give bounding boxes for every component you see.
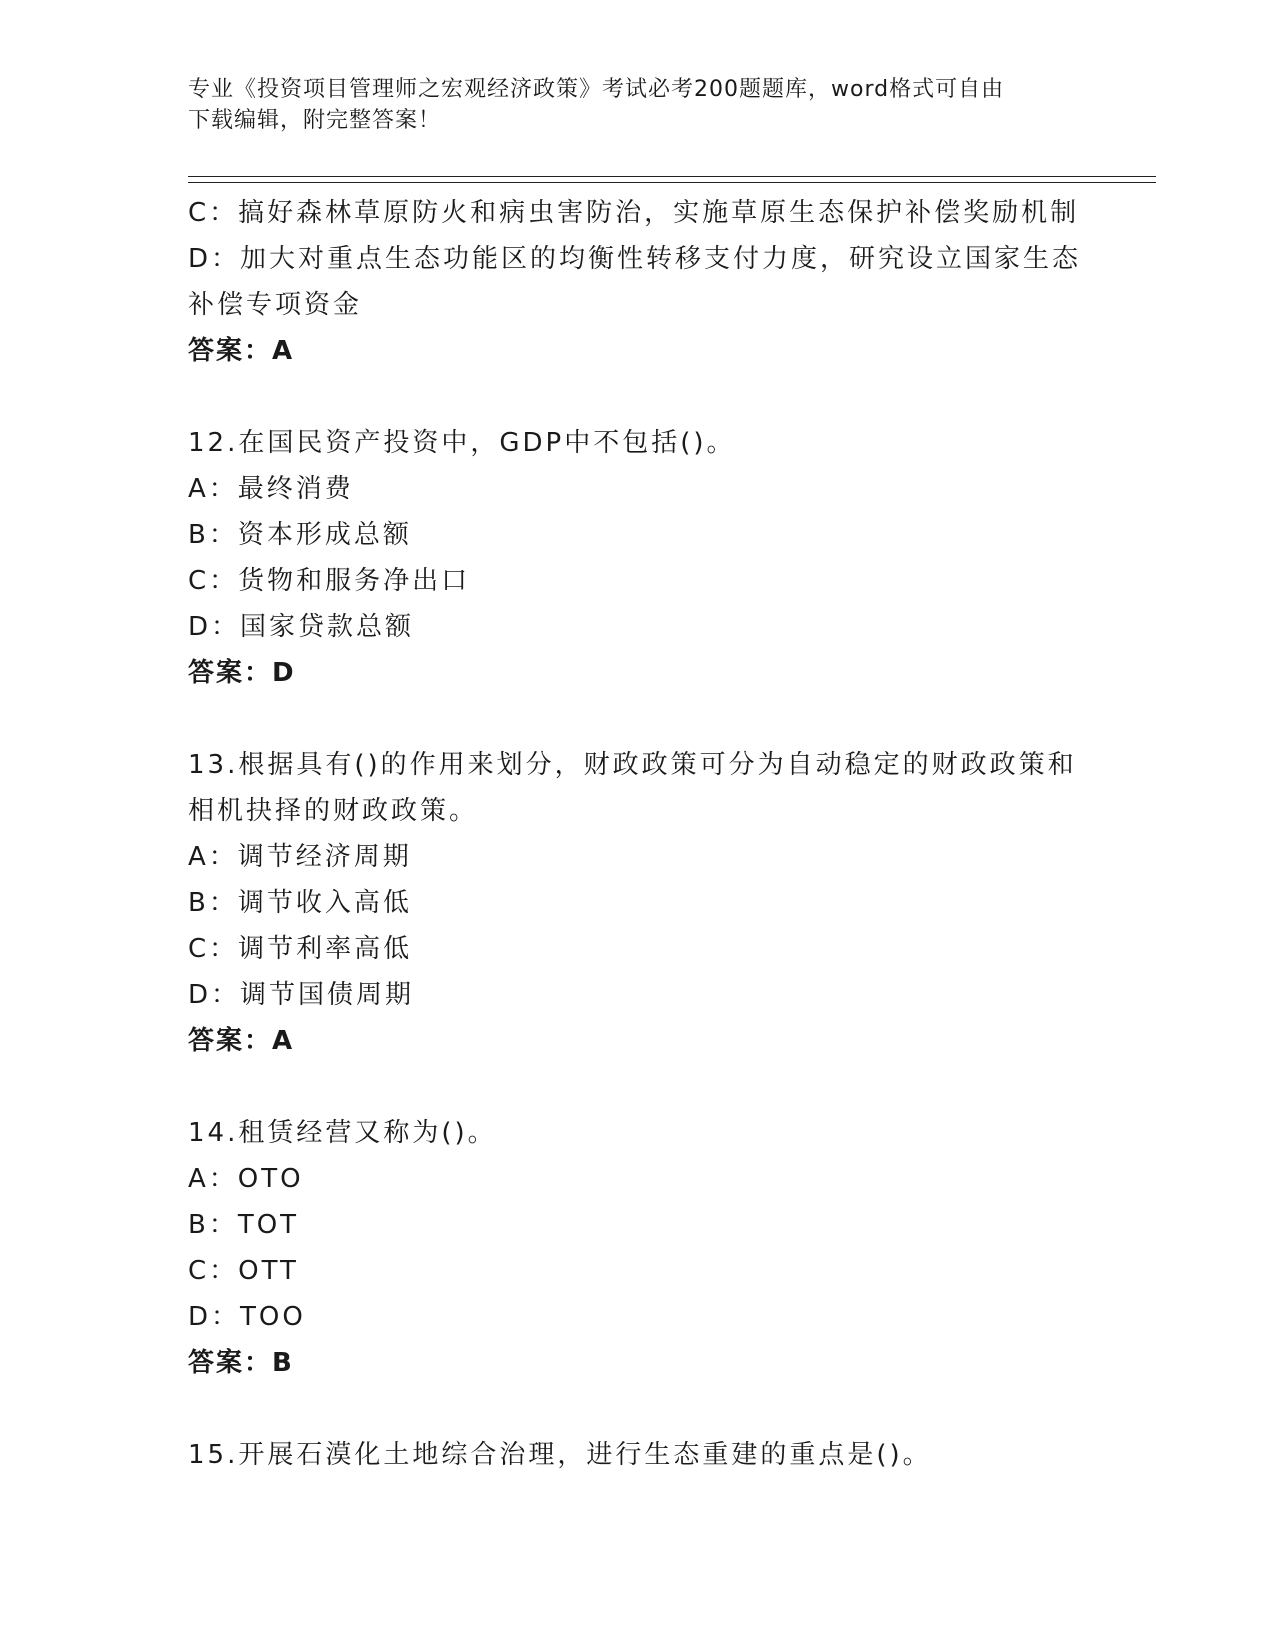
spacer xyxy=(188,696,1088,742)
answer-line: 答案：A xyxy=(188,336,295,366)
spacer xyxy=(188,1386,1088,1432)
option-c: C：调节利率高低 xyxy=(188,934,413,964)
spacer xyxy=(188,1064,1088,1110)
option-a: A：调节经济周期 xyxy=(188,842,412,872)
document-body xyxy=(188,190,1088,1478)
question-stem: 14.租赁经营又称为()。 xyxy=(188,1118,497,1148)
option-d: D：TOO xyxy=(188,1302,306,1332)
option-a: A：OTO xyxy=(188,1164,304,1194)
spacer xyxy=(188,374,1088,420)
option-c: C：搞好森林草原防火和病虫害防治，实施草原生态保护补偿奖励机制 xyxy=(188,198,1080,228)
option-b: B：TOT xyxy=(188,1210,300,1240)
question-stem: 12.在国民资产投资中，GDP中不包括()。 xyxy=(188,428,736,458)
answer-line: 答案：D xyxy=(188,658,296,688)
option-b: B：资本形成总额 xyxy=(188,520,412,550)
header-rule-top xyxy=(188,176,1156,177)
option-c: C：OTT xyxy=(188,1256,299,1286)
option-b: B：调节收入高低 xyxy=(188,888,412,918)
document-header xyxy=(188,74,1088,136)
header-rule-bottom xyxy=(188,182,1156,183)
option-d-continuation: 补偿专项资金 xyxy=(188,290,363,320)
option-d: D：加大对重点生态功能区的均衡性转移支付力度，研究设立国家生态 xyxy=(188,244,1082,274)
option-d: D：国家贷款总额 xyxy=(188,612,415,642)
option-d: D：调节国债周期 xyxy=(188,980,415,1010)
answer-line: 答案：A xyxy=(188,1026,295,1056)
question-stem: 15.开展石漠化土地综合治理，进行生态重建的重点是()。 xyxy=(188,1440,932,1470)
header-line-2: 下载编辑，附完整答案！ xyxy=(188,108,442,133)
question-stem: 13.根据具有()的作用来划分，财政政策可分为自动稳定的财政政策和 xyxy=(188,750,1077,780)
header-line-1: 专业《投资项目管理师之宏观经济政策》考试必考200题题库，word格式可自由 xyxy=(188,77,1005,102)
option-c: C：货物和服务净出口 xyxy=(188,566,471,596)
question-stem-continuation: 相机抉择的财政政策。 xyxy=(188,796,479,826)
answer-line: 答案：B xyxy=(188,1348,294,1378)
option-a: A：最终消费 xyxy=(188,474,354,504)
